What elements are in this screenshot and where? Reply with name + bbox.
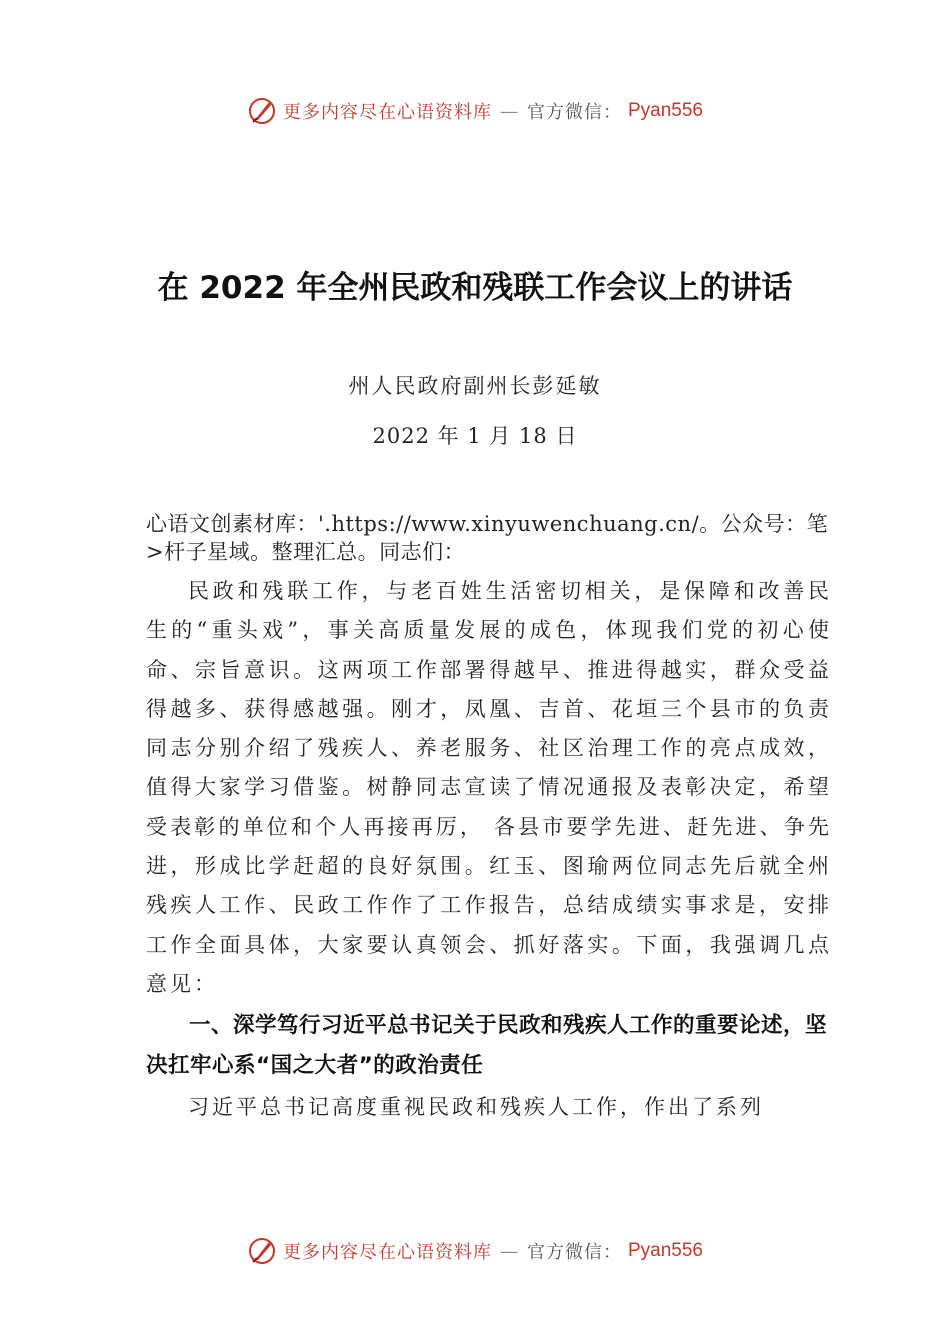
watermark-dash: —: [499, 1240, 519, 1262]
watermark-wechat-id: Pyan556: [627, 1240, 703, 1261]
watermark-wechat-id: Pyan556: [627, 100, 703, 121]
feather-pen-logo-icon: [247, 1236, 277, 1266]
document-title: 在 2022 年全州民政和残联工作会议上的讲话: [157, 270, 793, 306]
watermark-wechat-label: 官方微信：: [526, 1242, 622, 1263]
watermark-brand-text: 更多内容尽在心语资料库: [282, 1242, 492, 1263]
watermark-banner-bottom: [0, 1236, 950, 1266]
feather-pen-logo-icon: [247, 96, 277, 126]
section-heading-1: 一、深学笃行习近平总书记关于民政和残疾人工作的重要论述，坚决扛牢心系“国之大者”的政治责任: [146, 1013, 828, 1079]
document-speaker: 州人民政府副州长彭延敏: [348, 374, 602, 398]
paragraph-section-1: 习近平总书记高度重视民政和残疾人工作，作出了系列: [188, 1095, 764, 1120]
document-date: 2022 年 1 月 18 日: [372, 424, 578, 448]
watermark-brand-text: 更多内容尽在心语资料库: [282, 102, 492, 123]
source-note: 心语文创素材库：'.https://www.xinyuwenchuang.cn/。公众号：笔>杆子星域。整理汇总。同志们：: [146, 512, 829, 564]
watermark-dash: —: [499, 100, 519, 122]
paragraph-intro: 民政和残联工作，与老百姓生活密切相关，是保障和改善民生的“重头戏”，事关高质量发展的成色，体现我们党的初心使命、宗旨意识。这两项工作部署得越早、推进得越实，群众受益得越多、获得感越强。刚才，凤凰、吉首、花垣三个县市的负责同志分别介绍了残疾人、养老服务、社区治理工作的亮点成效，值得大家学习借鉴。树静同志宣读了情况通报及表彰决定，希望受表彰的单位和个人再接再厉， 各县市要学先进、赶先进、争先进，形成比学赶超的良好氛围。红玉、图瑜两位同志先后就全州残疾人工作、民政工作作了工作报告，总结成绩实事求是，安排工作全面具体，大家要认真领会、抓好落实。下面，我强调几点意见：: [146, 579, 832, 996]
watermark-wechat-label: 官方微信：: [526, 102, 622, 123]
document-body: [146, 510, 832, 1128]
watermark-banner-top: [0, 96, 950, 126]
